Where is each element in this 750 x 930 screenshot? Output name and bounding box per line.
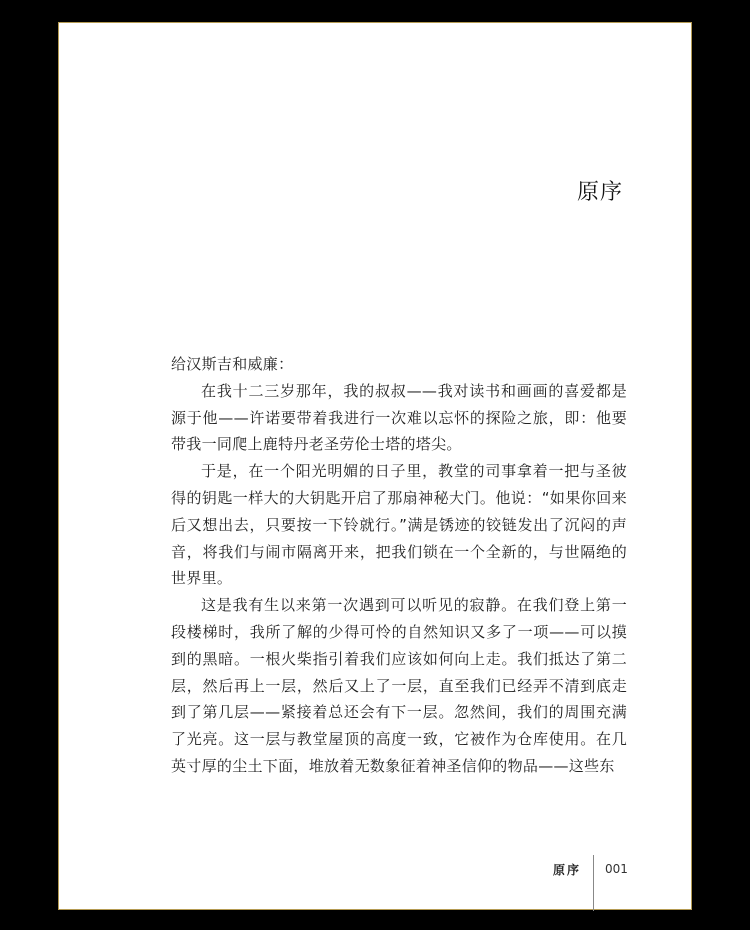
body-text <box>171 351 627 780</box>
chapter-title: 原序 <box>576 180 623 205</box>
footer-divider <box>593 855 594 911</box>
running-title: 原序 <box>552 863 581 877</box>
paragraph-2: 于是，在一个阳光明媚的日子里，教堂的司事拿着一把与圣彼得的钥匙一样大的大钥匙开启了那扇神秘大门。他说：“如果你回来后又想出去，只要按一下铃就行。”满是锈迹的铰链发出了沉闷的声音，将我们与闹市隔离开来，把我们锁在一个全新的，与世隔绝的世界里。 <box>171 462 627 588</box>
salutation: 给汉斯吉和威廉： <box>171 355 294 373</box>
page-number: 001 <box>605 862 628 876</box>
paragraph-3: 这是我有生以来第一次遇到可以听见的寂静。在我们登上第一段楼梯时，我所了解的少得可怜的自然知识又多了一项——可以摸到的黑暗。一根火柴指引着我们应该如何向上走。我们抵达了第二层，然后再上一层，然后又上了一层，直至我们已经弄不清到底走到了第几层——紧接着总还会有下一层。忽然间，我们的周围充满了光亮。这一层与教堂屋顶的高度一致，它被作为仓库使用。在几英寸厚的尘土下面，堆放着无数象征着神圣信仰的物品——这些东 <box>171 596 627 775</box>
book-page <box>58 22 692 910</box>
paragraph-1: 在我十二三岁那年，我的叔叔——我对读书和画画的喜爱都是源于他——许诺要带着我进行一次难以忘怀的探险之旅，即：他要带我一同爬上鹿特丹老圣劳伦士塔的塔尖。 <box>171 381 627 454</box>
